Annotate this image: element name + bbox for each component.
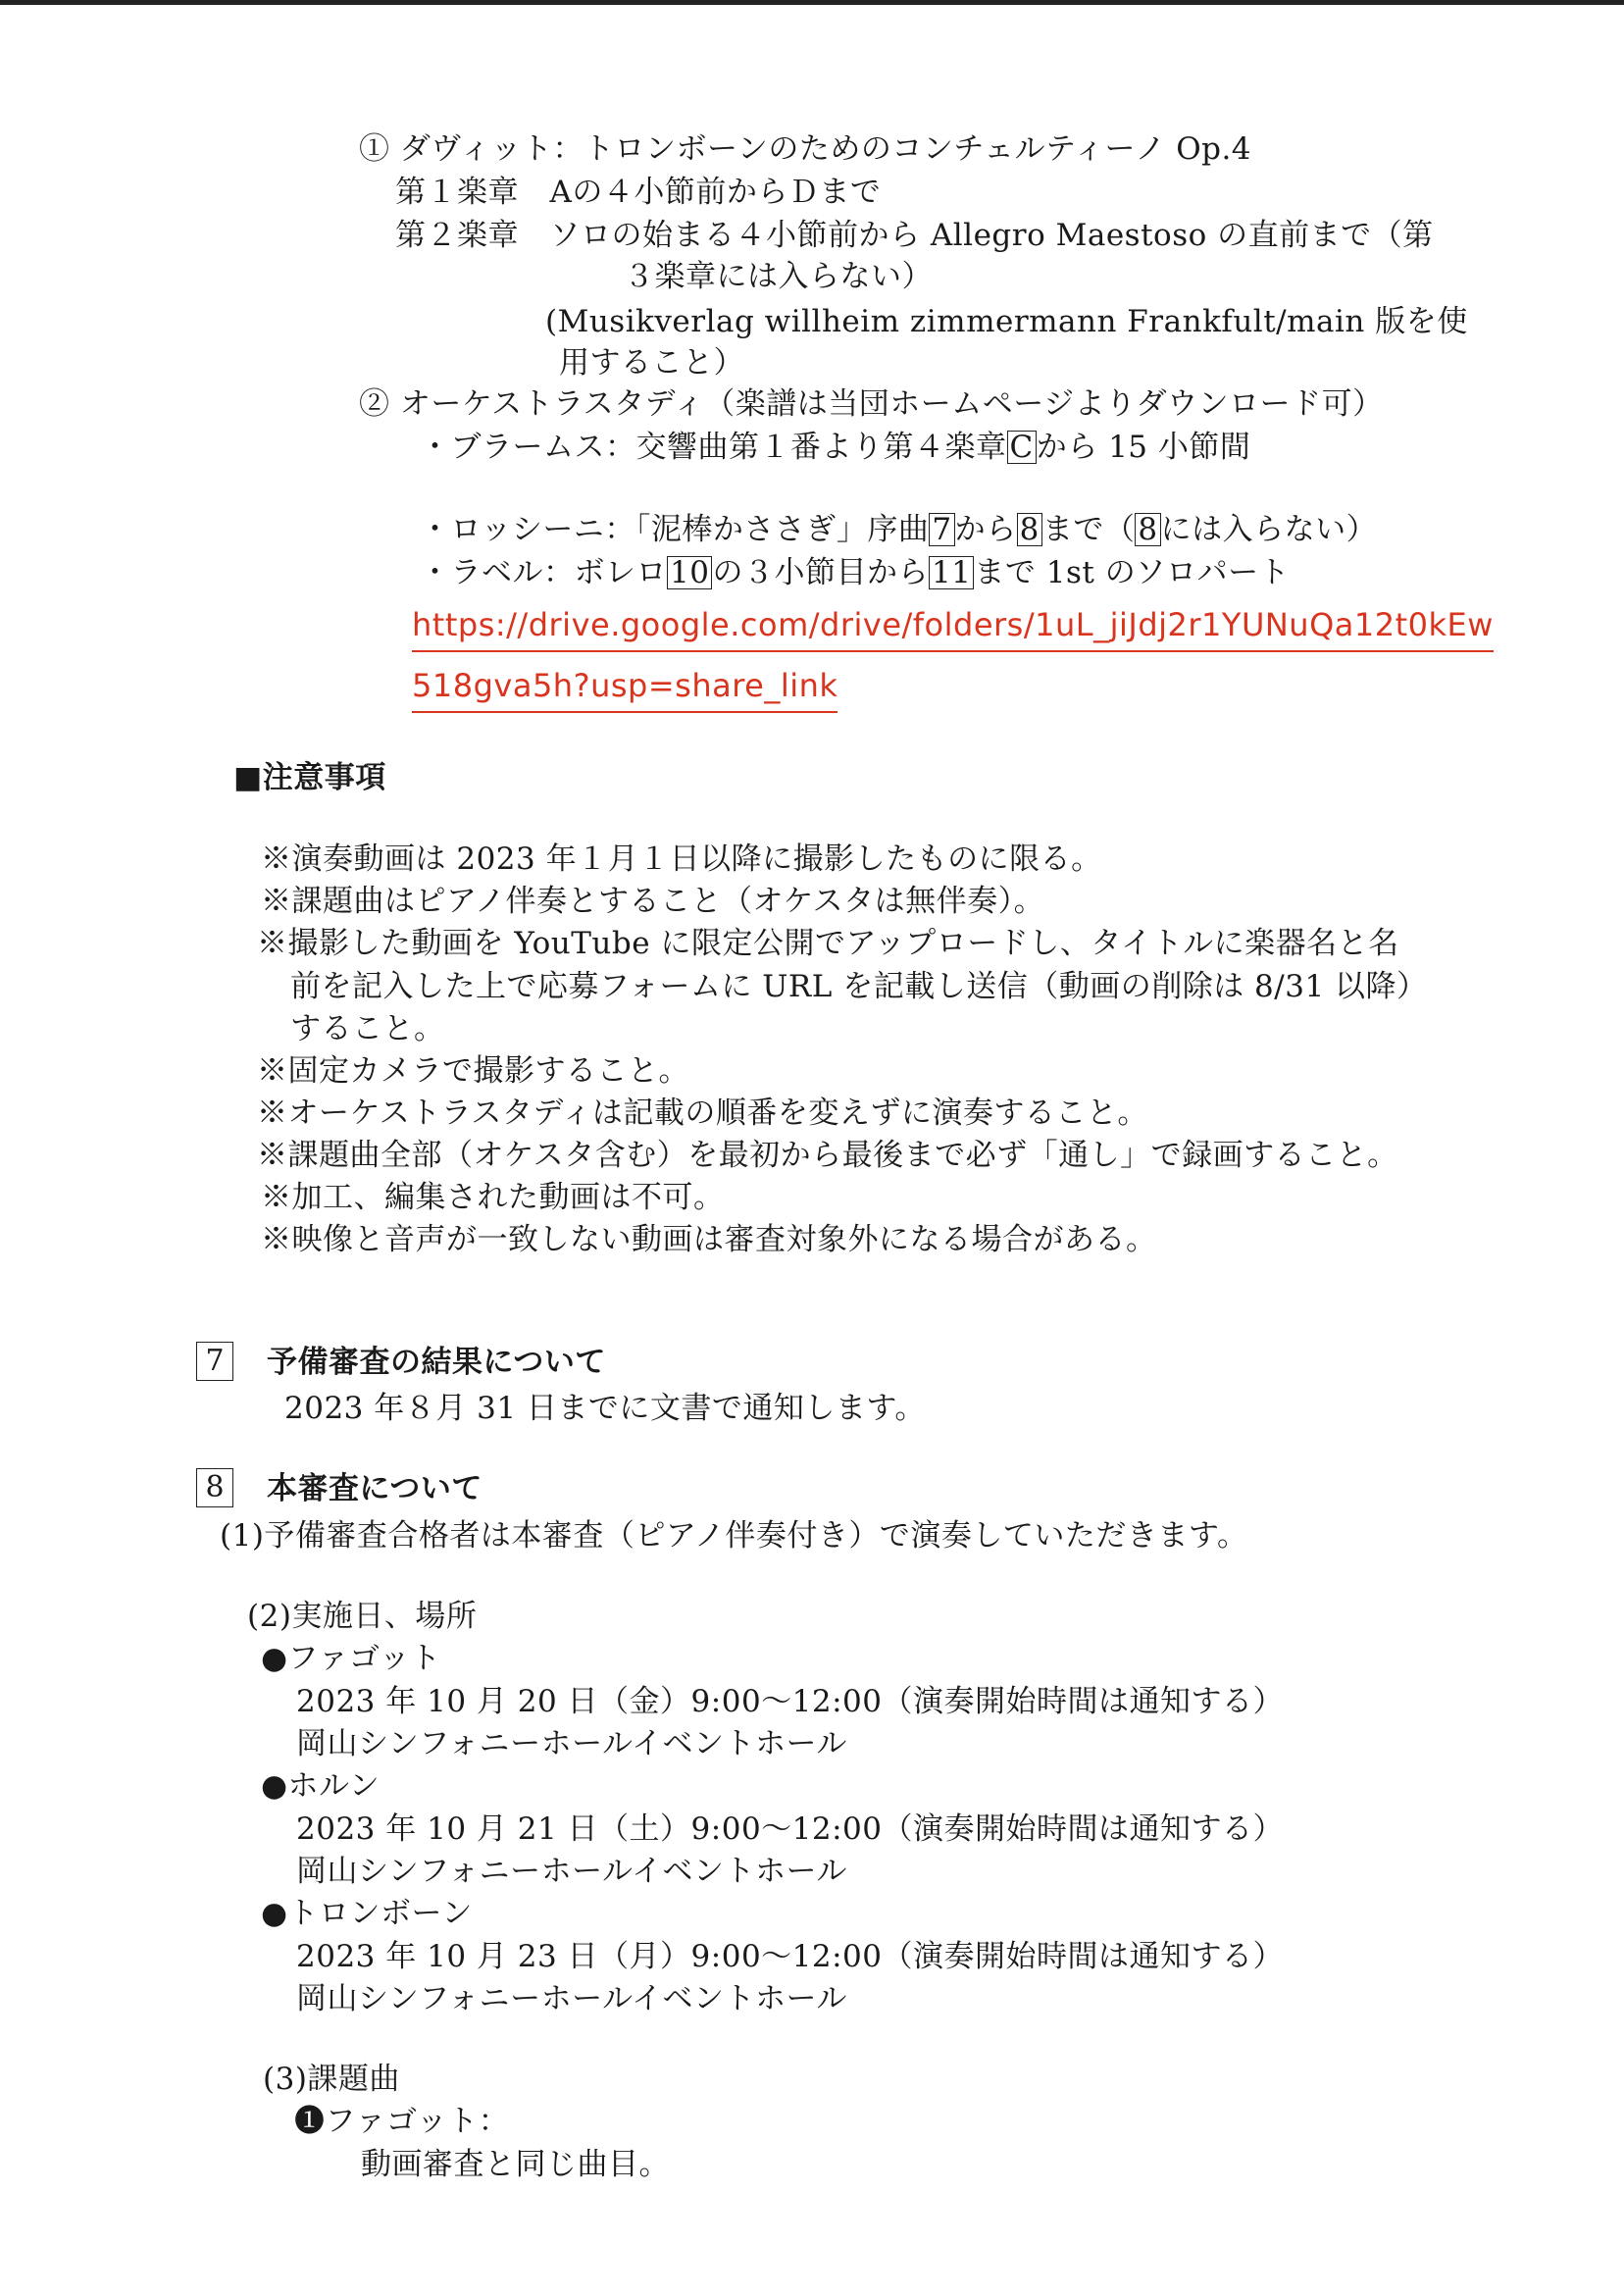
schedule-instrument: ●ホルン (261, 1768, 381, 1804)
note-line: 前を記入した上で応募フォームに URL を記載し送信（動画の削除は 8/31 以降） (290, 969, 1428, 1004)
section-8-title: 本審査について (267, 1471, 482, 1506)
item1-edition-cont: 用すること） (559, 345, 744, 381)
score-download-link-cont[interactable]: 518gva5h?usp=share_link (412, 666, 837, 713)
section-7-title: 予備審査の結果について (267, 1345, 606, 1380)
item1-title: ① ダヴィット：トロンボーンのためのコンチェルティーノ Op.4 (359, 131, 1252, 167)
item1-movement2-cont: ３楽章には入らない） (624, 259, 933, 294)
note-line: ※演奏動画は 2023 年１月１日以降に撮影したものに限る。 (261, 841, 1102, 877)
section-7-body: 2023 年８月 31 日までに文書で通知します。 (284, 1391, 926, 1426)
ravel-line (420, 553, 1290, 592)
rossini-text: ・ロッシーニ：「泥棒かささぎ」序曲 (420, 512, 930, 547)
rossini-text-post: には入らない） (1160, 512, 1378, 547)
item1-movement2: 第２楽章 ソロの始まる４小節前から Allegro Maestoso の直前まで（第 (395, 218, 1434, 253)
rehearsal-mark-box: 11 (929, 556, 974, 589)
note-line: ※課題曲全部（オケスタ含む）を最初から最後まで必ず「通し」で録画すること。 (257, 1138, 1398, 1173)
piece1-body: 動画審査と同じ曲目。 (361, 2147, 670, 2182)
schedule-date: 2023 年 10 月 23 日（月）9:00～12:00（演奏開始時間は通知する） (296, 1939, 1285, 1974)
section-8-p2: (2)実施日、場所 (247, 1599, 478, 1634)
rehearsal-mark-box: 8 (1017, 513, 1042, 546)
note-line: ※固定カメラで撮影すること。 (257, 1053, 689, 1089)
notes-heading: ■注意事項 (233, 760, 386, 795)
section-8-p1: (1)予備審査合格者は本審査（ピアノ伴奏付き）で演奏していただきます。 (220, 1518, 1248, 1554)
note-line: ※課題曲はピアノ伴奏とすること（オケスタは無伴奏）。 (261, 884, 1045, 919)
item2-title: ② オーケストラスタディ（楽譜は当団ホームページよりダウンロード可） (359, 386, 1384, 422)
note-line: すること。 (290, 1011, 445, 1046)
note-line: ※撮影した動画を YouTube に限定公開でアップロードし、タイトルに楽器名と名 (257, 926, 1399, 961)
schedule-date: 2023 年 10 月 20 日（金）9:00～12:00（演奏開始時間は通知する） (296, 1684, 1285, 1719)
section-8-number: 8 (196, 1468, 233, 1507)
rehearsal-mark-box: C (1007, 431, 1037, 464)
ravel-text-mid: の３小節目から (712, 555, 929, 590)
item1-edition: (Musikverlag willheim zimmermann Frankfult/main 版を使 (545, 304, 1468, 339)
score-download-link[interactable]: https://drive.google.com/drive/folders/1uL_jiJdj2r1YUNuQa12t0kEw (412, 605, 1494, 652)
note-line: ※オーケストラスタディは記載の順番を変えずに演奏すること。 (257, 1096, 1148, 1131)
schedule-venue: 岡山シンフォニーホールイベントホール (296, 1981, 847, 2016)
section-8-p3: (3)課題曲 (263, 2062, 400, 2097)
schedule-venue: 岡山シンフォニーホールイベントホール (296, 1726, 847, 1761)
ravel-text-post: まで 1st のソロパート (974, 555, 1291, 590)
rossini-text-mid2: まで（ (1041, 512, 1136, 547)
rehearsal-mark-box: 8 (1135, 513, 1160, 546)
brahms-line (420, 428, 1250, 467)
schedule-date: 2023 年 10 月 21 日（土）9:00～12:00（演奏開始時間は通知する） (296, 1811, 1285, 1847)
rehearsal-mark-box: 7 (929, 513, 954, 546)
brahms-text-post: から 15 小節間 (1036, 430, 1251, 465)
schedule-instrument: ●ファゴット (261, 1641, 441, 1676)
section-7-number: 7 (196, 1342, 233, 1381)
rehearsal-mark-box: 10 (667, 556, 712, 589)
note-line: ※映像と音声が一致しない動画は審査対象外になる場合がある。 (261, 1222, 1157, 1257)
rossini-line (420, 510, 1377, 549)
brahms-text: ・ブラームス：交響曲第１番より第４楽章 (420, 430, 1007, 465)
schedule-venue: 岡山シンフォニーホールイベントホール (296, 1854, 847, 1889)
piece1-label: ❶ファゴット： (294, 2104, 510, 2139)
schedule-instrument: ●トロンボーン (261, 1896, 473, 1931)
rossini-text-mid: から (954, 512, 1017, 547)
item1-movement1: 第１楽章 Aの４小節前からＤまで (395, 175, 882, 210)
note-line: ※加工、編集された動画は不可。 (261, 1180, 725, 1215)
scan-top-edge (0, 0, 1624, 5)
ravel-text: ・ラベル：ボレロ (420, 555, 667, 590)
